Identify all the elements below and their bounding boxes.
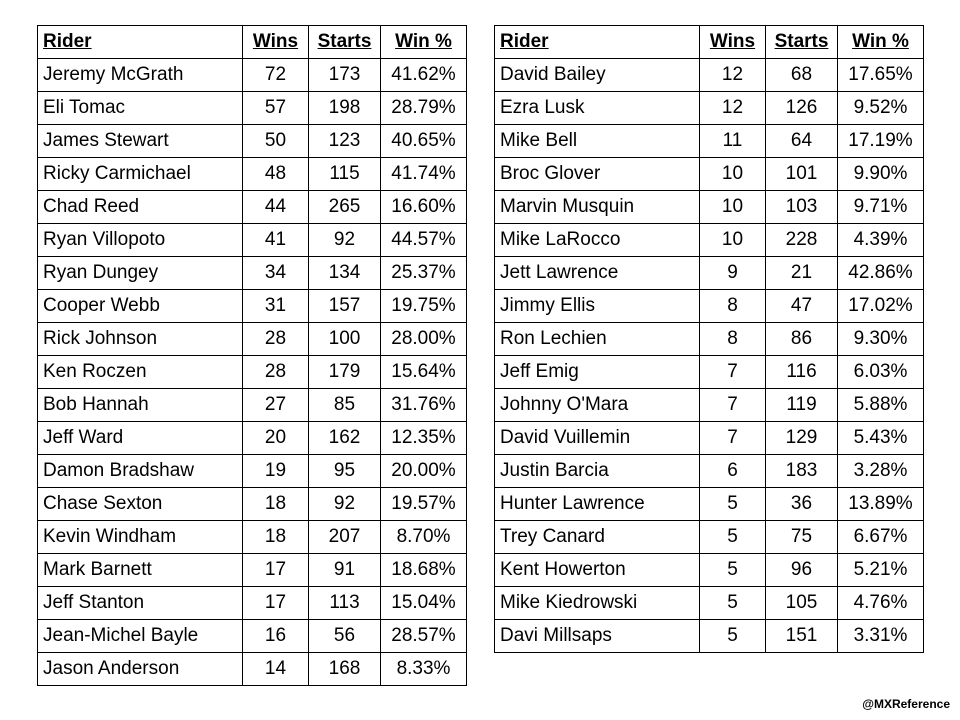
win-pct-cell: 5.21% [838,554,924,587]
table-row [495,422,924,455]
table-body-right [495,59,924,653]
table-row [495,59,924,92]
wins-cell: 44 [243,191,309,224]
rider-name-cell: Ezra Lusk [495,92,700,125]
rider-name-cell: Ryan Villopoto [38,224,243,257]
wins-cell: 10 [700,158,766,191]
starts-cell: 95 [309,455,381,488]
table-header-row [38,26,467,59]
wins-cell: 34 [243,257,309,290]
rider-name-cell: Jett Lawrence [495,257,700,290]
rider-name-cell: David Vuillemin [495,422,700,455]
table-row [38,257,467,290]
win-pct-column-header: Win % [381,26,467,59]
rider-name-cell: Ken Roczen [38,356,243,389]
wins-cell: 41 [243,224,309,257]
starts-cell: 85 [309,389,381,422]
wins-cell: 12 [700,92,766,125]
wins-cell: 28 [243,323,309,356]
rider-name-cell: Damon Bradshaw [38,455,243,488]
rider-name-cell: Broc Glover [495,158,700,191]
starts-cell: 228 [766,224,838,257]
starts-cell: 126 [766,92,838,125]
starts-cell: 129 [766,422,838,455]
starts-cell: 86 [766,323,838,356]
table-row [38,158,467,191]
win-pct-cell: 13.89% [838,488,924,521]
rider-name-cell: Jeff Stanton [38,587,243,620]
starts-column-header: Starts [766,26,838,59]
starts-cell: 207 [309,521,381,554]
rider-name-cell: Eli Tomac [38,92,243,125]
wins-cell: 20 [243,422,309,455]
starts-cell: 123 [309,125,381,158]
win-pct-cell: 9.90% [838,158,924,191]
win-pct-cell: 4.39% [838,224,924,257]
table-row [38,521,467,554]
wins-cell: 10 [700,191,766,224]
starts-cell: 64 [766,125,838,158]
table-body-left [38,59,467,686]
rider-column-header: Rider [38,26,243,59]
rider-name-cell: Kent Howerton [495,554,700,587]
win-pct-cell: 15.64% [381,356,467,389]
starts-cell: 183 [766,455,838,488]
win-pct-cell: 9.30% [838,323,924,356]
win-pct-cell: 5.88% [838,389,924,422]
rider-column-header: Rider [495,26,700,59]
wins-cell: 7 [700,389,766,422]
win-pct-cell: 6.03% [838,356,924,389]
win-pct-cell: 44.57% [381,224,467,257]
table-row [495,191,924,224]
table-row [495,125,924,158]
win-pct-cell: 19.57% [381,488,467,521]
starts-cell: 151 [766,620,838,653]
starts-cell: 91 [309,554,381,587]
table-row [38,356,467,389]
table-row [38,653,467,686]
wins-cell: 5 [700,587,766,620]
table-row [38,488,467,521]
win-pct-cell: 28.57% [381,620,467,653]
win-pct-cell: 41.74% [381,158,467,191]
wins-column-header: Wins [700,26,766,59]
rider-name-cell: Kevin Windham [38,521,243,554]
table-row [495,92,924,125]
table-row [38,125,467,158]
table-row [38,59,467,92]
wins-cell: 48 [243,158,309,191]
win-stats-table-right [494,25,924,653]
starts-cell: 113 [309,587,381,620]
rider-name-cell: Chad Reed [38,191,243,224]
table-row [38,389,467,422]
starts-cell: 96 [766,554,838,587]
rider-name-cell: Davi Millsaps [495,620,700,653]
table-row [38,422,467,455]
wins-cell: 11 [700,125,766,158]
starts-cell: 119 [766,389,838,422]
table-row [495,620,924,653]
starts-cell: 265 [309,191,381,224]
table-row [38,290,467,323]
wins-cell: 18 [243,488,309,521]
wins-cell: 14 [243,653,309,686]
starts-cell: 134 [309,257,381,290]
win-pct-cell: 28.00% [381,323,467,356]
starts-cell: 116 [766,356,838,389]
win-pct-cell: 28.79% [381,92,467,125]
starts-cell: 68 [766,59,838,92]
table-header-row [495,26,924,59]
wins-cell: 6 [700,455,766,488]
win-pct-cell: 42.86% [838,257,924,290]
rider-name-cell: Jeff Emig [495,356,700,389]
starts-cell: 198 [309,92,381,125]
win-pct-cell: 40.65% [381,125,467,158]
wins-cell: 9 [700,257,766,290]
win-pct-cell: 31.76% [381,389,467,422]
win-pct-cell: 18.68% [381,554,467,587]
table-row [495,356,924,389]
wins-cell: 5 [700,620,766,653]
win-pct-cell: 8.33% [381,653,467,686]
rider-name-cell: David Bailey [495,59,700,92]
win-pct-cell: 6.67% [838,521,924,554]
starts-cell: 92 [309,488,381,521]
rider-name-cell: Jeremy McGrath [38,59,243,92]
win-pct-cell: 3.28% [838,455,924,488]
win-pct-cell: 41.62% [381,59,467,92]
wins-cell: 5 [700,488,766,521]
rider-name-cell: Ryan Dungey [38,257,243,290]
wins-cell: 12 [700,59,766,92]
table-row [495,455,924,488]
rider-name-cell: Cooper Webb [38,290,243,323]
win-pct-cell: 17.65% [838,59,924,92]
wins-cell: 5 [700,554,766,587]
rider-name-cell: Mike Kiedrowski [495,587,700,620]
starts-cell: 92 [309,224,381,257]
table-row [38,587,467,620]
source-credit: @MXReference [862,697,950,711]
starts-cell: 101 [766,158,838,191]
table-row [495,521,924,554]
wins-cell: 28 [243,356,309,389]
table-row [495,554,924,587]
starts-cell: 75 [766,521,838,554]
rider-name-cell: Trey Canard [495,521,700,554]
win-pct-cell: 8.70% [381,521,467,554]
starts-cell: 21 [766,257,838,290]
starts-cell: 56 [309,620,381,653]
win-pct-cell: 19.75% [381,290,467,323]
table-row [495,488,924,521]
starts-cell: 179 [309,356,381,389]
starts-cell: 36 [766,488,838,521]
win-pct-cell: 17.19% [838,125,924,158]
wins-cell: 7 [700,422,766,455]
win-pct-cell: 17.02% [838,290,924,323]
wins-cell: 17 [243,554,309,587]
rider-name-cell: Mark Barnett [38,554,243,587]
win-pct-cell: 20.00% [381,455,467,488]
table-row [495,290,924,323]
table-row [38,224,467,257]
wins-cell: 8 [700,323,766,356]
rider-name-cell: Mike Bell [495,125,700,158]
rider-name-cell: Ron Lechien [495,323,700,356]
table-row [495,257,924,290]
win-pct-column-header: Win % [838,26,924,59]
rider-name-cell: Jean-Michel Bayle [38,620,243,653]
starts-cell: 157 [309,290,381,323]
rider-name-cell: Marvin Musquin [495,191,700,224]
rider-name-cell: Johnny O'Mara [495,389,700,422]
wins-cell: 27 [243,389,309,422]
win-stats-table-left [37,25,467,686]
rider-name-cell: Justin Barcia [495,455,700,488]
table-row [38,554,467,587]
win-pct-cell: 15.04% [381,587,467,620]
rider-name-cell: Mike LaRocco [495,224,700,257]
wins-cell: 7 [700,356,766,389]
wins-cell: 17 [243,587,309,620]
table-row [495,323,924,356]
starts-cell: 168 [309,653,381,686]
wins-column-header: Wins [243,26,309,59]
win-pct-cell: 9.71% [838,191,924,224]
win-pct-cell: 9.52% [838,92,924,125]
wins-cell: 31 [243,290,309,323]
rider-name-cell: Hunter Lawrence [495,488,700,521]
rider-name-cell: Jason Anderson [38,653,243,686]
rider-name-cell: Jeff Ward [38,422,243,455]
table-row [38,455,467,488]
rider-name-cell: Rick Johnson [38,323,243,356]
starts-cell: 173 [309,59,381,92]
win-pct-cell: 3.31% [838,620,924,653]
wins-cell: 16 [243,620,309,653]
wins-cell: 10 [700,224,766,257]
starts-cell: 100 [309,323,381,356]
wins-cell: 50 [243,125,309,158]
table-row [495,389,924,422]
starts-cell: 115 [309,158,381,191]
win-pct-cell: 5.43% [838,422,924,455]
starts-cell: 162 [309,422,381,455]
rider-name-cell: James Stewart [38,125,243,158]
rider-name-cell: Bob Hannah [38,389,243,422]
table-row [495,587,924,620]
win-pct-cell: 25.37% [381,257,467,290]
win-pct-cell: 12.35% [381,422,467,455]
starts-cell: 105 [766,587,838,620]
table-row [495,158,924,191]
wins-cell: 57 [243,92,309,125]
wins-cell: 5 [700,521,766,554]
wins-cell: 72 [243,59,309,92]
table-row [38,191,467,224]
starts-cell: 47 [766,290,838,323]
rider-name-cell: Jimmy Ellis [495,290,700,323]
table-row [38,323,467,356]
table-row [38,92,467,125]
rider-name-cell: Ricky Carmichael [38,158,243,191]
wins-cell: 18 [243,521,309,554]
win-pct-cell: 4.76% [838,587,924,620]
wins-cell: 19 [243,455,309,488]
win-pct-cell: 16.60% [381,191,467,224]
rider-name-cell: Chase Sexton [38,488,243,521]
wins-cell: 8 [700,290,766,323]
table-row [38,620,467,653]
table-row [495,224,924,257]
starts-cell: 103 [766,191,838,224]
starts-column-header: Starts [309,26,381,59]
